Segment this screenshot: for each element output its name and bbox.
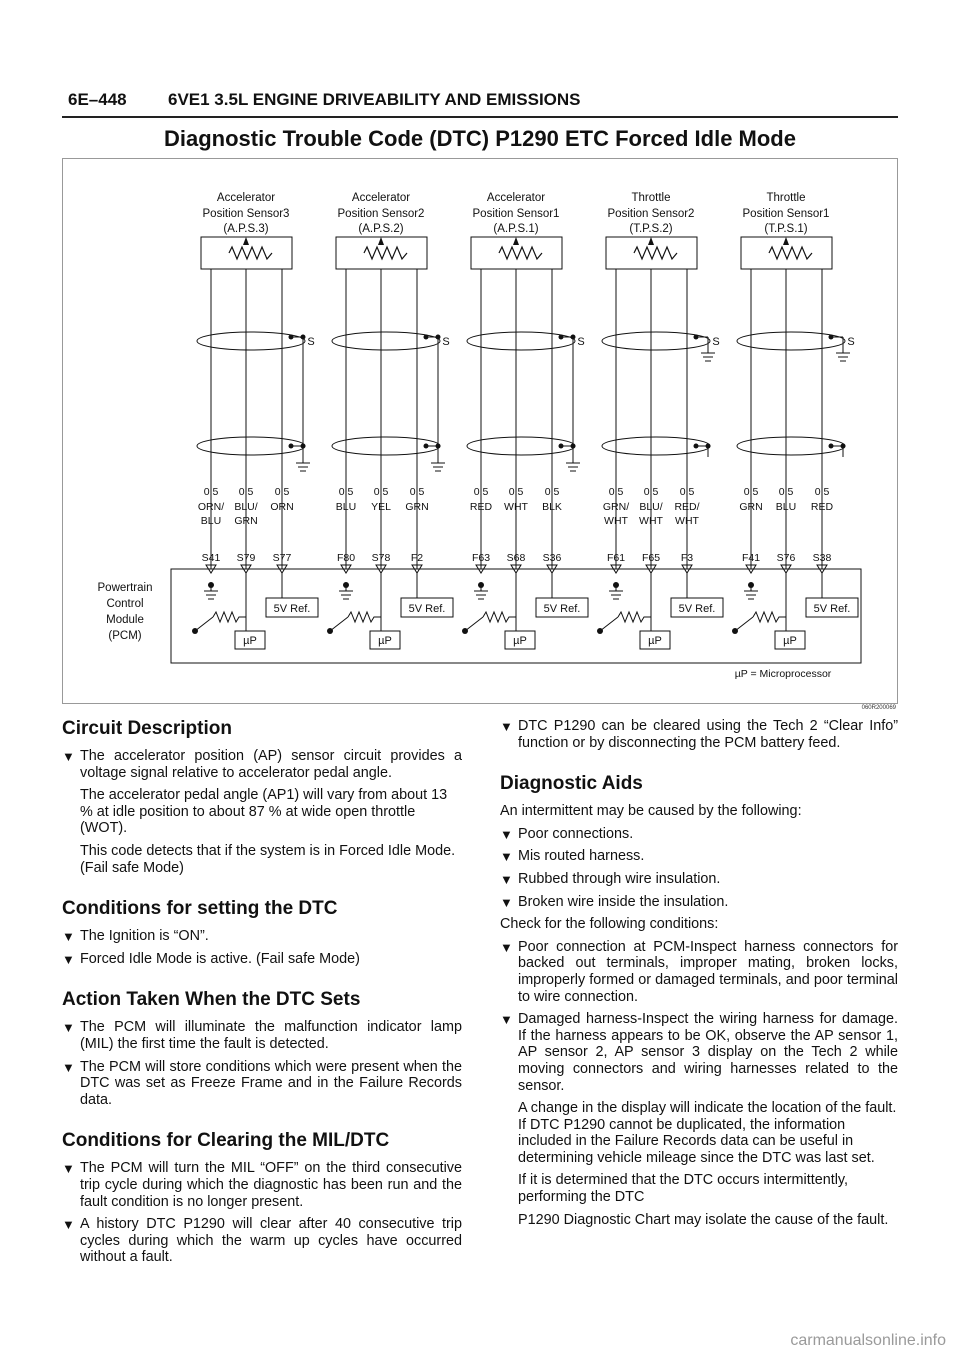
wire-gauge: 0.5: [508, 486, 524, 498]
left-bullet-item: ▼ The accelerator position (AP) sensor circuit provides a voltage signal relative to accelerator pedal angle.: [62, 748, 462, 781]
wire-color: WHT: [504, 501, 528, 513]
left-bullet-item: ▼ A history DTC P1290 will clear after 40 consecutive trip cycles during which the warm up cycles have occurred without a fault.: [62, 1216, 462, 1266]
pcm-label: Control: [106, 598, 144, 610]
pot-wiper-arrow-icon: [513, 237, 519, 245]
wire-color: BLU: [200, 515, 222, 527]
sensor-name: Accelerator: [486, 192, 546, 204]
drain-dot: [424, 444, 429, 449]
ref-5v-label: 5V Ref.: [273, 603, 311, 615]
bullet-marker-icon: ▼: [500, 826, 513, 842]
sensor-name: Position Sensor3: [202, 208, 290, 220]
potentiometer-resistor: [364, 247, 407, 259]
pcm-ground-icon: [744, 585, 758, 599]
wire-color: YEL: [371, 501, 391, 513]
pcm-lead: [465, 617, 483, 631]
right-paragraph: A change in the display will indicate the location of the fault. If DTC P1290 cannot be duplicated, the information included in the Failure Records data can be useful in determining vehicle mileage since the DTC was last set.: [518, 1100, 897, 1166]
drain-dot: [289, 444, 294, 449]
pcm-pin: S77: [272, 552, 292, 564]
watermark: carmanualsonline.info: [790, 1332, 946, 1349]
potentiometer-resistor: [769, 247, 812, 259]
shield-label: S: [577, 336, 585, 348]
bullet-marker-icon: ▼: [62, 1161, 75, 1177]
pcm-pin: S38: [812, 552, 832, 564]
pot-wiper-arrow-icon: [783, 237, 789, 245]
right-bullet-item: ▼ DTC P1290 can be cleared using the Tech 2 “Clear Info” function or by disconnecting the PCM battery feed.: [500, 718, 898, 751]
pcm-pin: F65: [641, 552, 661, 564]
section-title: 6VE1 3.5L ENGINE DRIVEABILITY AND EMISSIONS: [168, 90, 581, 109]
left-paragraph: This code detects that if the system is in Forced Idle Mode. (Fail safe Mode): [80, 842, 456, 876]
pcm-pin: F80: [336, 552, 356, 564]
shield-label: S: [307, 336, 315, 348]
pcm-pin: F2: [410, 552, 424, 564]
ref-5v-label: 5V Ref.: [408, 603, 446, 615]
wiring-diagram-svg: [63, 159, 897, 703]
wire-color: ORN/: [197, 501, 225, 513]
right-text: An intermittent may be caused by the following:: [500, 803, 802, 820]
ground-icon: [836, 347, 850, 361]
wire-gauge: 0.5: [238, 486, 254, 498]
sensor-name: Position Sensor2: [337, 208, 425, 220]
microprocessor-label: µP: [648, 635, 662, 647]
pcm-label: (PCM): [108, 630, 142, 642]
microprocessor-label: µP: [783, 635, 797, 647]
pcm-resistor: [213, 612, 246, 622]
wire-color: RED: [810, 501, 834, 513]
left-bullet-item: ▼ The Ignition is “ON”.: [62, 928, 209, 945]
bullet-marker-icon: ▼: [62, 1020, 75, 1036]
pcm-pin: F61: [606, 552, 626, 564]
right-paragraph: If it is determined that the DTC occurs intermittently, performing the DTC: [518, 1172, 849, 1206]
header-rule: [62, 116, 898, 118]
shield-ellipse-top: [332, 332, 440, 350]
left-bullet-item: ▼ Forced Idle Mode is active. (Fail safe Mode): [62, 950, 360, 967]
wire-color: WHT: [675, 515, 699, 527]
right-heading: Diagnostic Aids: [500, 773, 643, 795]
pcm-pin: F3: [680, 552, 694, 564]
ref-5v-label: 5V Ref.: [678, 603, 716, 615]
drain-dot: [829, 444, 834, 449]
pcm-lead: [600, 617, 618, 631]
ground-icon: [296, 457, 310, 471]
bullet-marker-icon: ▼: [500, 871, 513, 887]
bullet-marker-icon: ▼: [500, 719, 513, 734]
bullet-marker-icon: ▼: [500, 939, 513, 955]
pcm-pin: S78: [371, 552, 391, 564]
shield-label: S: [847, 336, 855, 348]
wire-gauge: 0.5: [409, 486, 425, 498]
pcm-resistor: [753, 612, 786, 622]
left-heading: Circuit Description: [62, 718, 232, 739]
shield-label: S: [712, 336, 720, 348]
right-paragraph: P1290 Diagnostic Chart may isolate the cause of the fault.: [518, 1211, 889, 1228]
sensor-name: Position Sensor1: [742, 208, 830, 220]
figure-id: 060R200069: [861, 705, 896, 711]
wire-color: WHT: [604, 515, 628, 527]
wire-color: BLU/: [234, 501, 258, 513]
drain-dot: [559, 335, 564, 340]
sensor-name: Throttle: [631, 192, 671, 204]
bullet-marker-icon: ▼: [62, 951, 75, 967]
wire-color: BLU: [335, 501, 357, 513]
pcm-ground-icon: [204, 585, 218, 599]
pot-wiper-arrow-icon: [648, 237, 654, 245]
pcm-resistor: [348, 612, 381, 622]
sensor-abbrev: (A.P.S.1): [493, 223, 539, 235]
wire-color: WHT: [639, 515, 663, 527]
right-bullet-item: ▼ Rubbed through wire insulation.: [500, 870, 721, 887]
wire-color: GRN: [739, 501, 763, 513]
left-heading: Conditions for setting the DTC: [62, 898, 338, 920]
bullet-marker-icon: ▼: [500, 849, 513, 865]
sensor-name: Accelerator: [216, 192, 276, 204]
left-bullet-item: ▼ The PCM will turn the MIL “OFF” on the third consecutive trip cycle during which the diagnostic has been run and the fault condition is no longer present.: [62, 1160, 462, 1210]
pcm-lead: [735, 617, 753, 631]
sensor-abbrev: (A.P.S.3): [223, 223, 269, 235]
wire-gauge: 0.5: [743, 486, 759, 498]
sensor-abbrev: (T.P.S.1): [764, 223, 808, 235]
microprocessor-legend: µP = Microprocessor: [734, 668, 832, 680]
left-column: [62, 718, 462, 1272]
pcm-ground-icon: [609, 585, 623, 599]
microprocessor-label: µP: [513, 635, 527, 647]
pot-wiper-arrow-icon: [378, 237, 384, 245]
wire-color: RED: [469, 501, 493, 513]
left-heading: Action Taken When the DTC Sets: [62, 989, 361, 1011]
wire-gauge: 0.5: [473, 486, 489, 498]
wire-color: BLU: [775, 501, 797, 513]
bullet-marker-icon: ▼: [62, 749, 75, 764]
pcm-pin: S36: [542, 552, 562, 564]
drain-dot: [424, 335, 429, 340]
pcm-pin: F63: [471, 552, 491, 564]
wire-gauge: 0.5: [778, 486, 794, 498]
pcm-pin: S76: [776, 552, 796, 564]
drain-dot: [694, 335, 699, 340]
sensor-abbrev: (T.P.S.2): [629, 223, 673, 235]
pcm-ground-icon: [339, 585, 353, 599]
wire-gauge: 0.5: [203, 486, 219, 498]
microprocessor-label: µP: [378, 635, 392, 647]
drain-dot: [559, 444, 564, 449]
wire-color: BLU/: [639, 501, 663, 513]
shield-ellipse-top: [467, 332, 575, 350]
pcm-pin: S68: [506, 552, 526, 564]
shield-ellipse-top: [602, 332, 710, 350]
drain-dot: [289, 335, 294, 340]
shield-ellipse-top: [737, 332, 845, 350]
pcm-resistor: [618, 612, 651, 622]
left-paragraph: The accelerator pedal angle (AP1) will vary from about 13 % at idle position to about 87 % at wide open throttle (WOT).: [80, 787, 448, 837]
shield-ellipse-top: [197, 332, 305, 350]
wire-gauge: 0.5: [608, 486, 624, 498]
sensor-name: Position Sensor1: [472, 208, 560, 220]
page-title: Diagnostic Trouble Code (DTC) P1290 ETC Forced Idle Mode: [164, 126, 796, 151]
wire-color: GRN: [234, 515, 258, 527]
left-heading: Conditions for Clearing the MIL/DTC: [62, 1130, 390, 1152]
page-header: [68, 90, 581, 110]
bullet-marker-icon: ▼: [62, 1059, 75, 1075]
left-bullet-item: ▼ The PCM will illuminate the malfunction indicator lamp (MIL) the first time the fault is detected.: [62, 1019, 462, 1052]
wire-color: BLK: [542, 501, 562, 513]
sensor-abbrev: (A.P.S.2): [358, 223, 404, 235]
wire-gauge: 0.5: [274, 486, 290, 498]
wire-color: GRN: [405, 501, 429, 513]
right-column: [500, 718, 898, 1234]
right-bullet-item: ▼ Damaged harness-Inspect the wiring harness for damage. If the harness appears to be OK, observe the AP sensor 1, AP sensor 2, AP sensor 3 display on the Tech 2 while moving connectors and wiring harnesses related to the sensor.: [500, 1011, 898, 1094]
right-bullet-item: ▼ Mis routed harness.: [500, 848, 645, 865]
pcm-pin: F41: [741, 552, 761, 564]
shield-label: S: [442, 336, 450, 348]
ground-icon: [431, 457, 445, 471]
pcm-pin: S79: [236, 552, 256, 564]
wire-gauge: 0.5: [544, 486, 560, 498]
sensor-name: Position Sensor2: [607, 208, 695, 220]
pcm-lead: [330, 617, 348, 631]
wire-gauge: 0.5: [643, 486, 659, 498]
wire-gauge: 0.5: [814, 486, 830, 498]
wire-gauge: 0.5: [338, 486, 354, 498]
pcm-ground-icon: [474, 585, 488, 599]
right-bullet-item: ▼ Poor connections.: [500, 825, 634, 842]
right-bullet-item: ▼ Poor connection at PCM-Inspect harness connectors for backed out terminals, improper mating, broken locks, improperly formed or damaged terminals, and poor terminal to wire connection.: [500, 938, 898, 1005]
ref-5v-label: 5V Ref.: [813, 603, 851, 615]
drain-dot: [829, 335, 834, 340]
ground-icon: [701, 347, 715, 361]
sensor-name: Throttle: [766, 192, 806, 204]
wire-gauge: 0.5: [679, 486, 695, 498]
right-text: Check for the following conditions:: [500, 916, 719, 933]
potentiometer-resistor: [499, 247, 542, 259]
ground-icon: [566, 457, 580, 471]
bullet-marker-icon: ▼: [62, 1217, 75, 1233]
bullet-marker-icon: ▼: [62, 929, 75, 945]
wiring-diagram: [62, 158, 898, 704]
left-bullet-item: ▼ The PCM will store conditions which were present when the DTC was set as Freeze Frame and in the Failure Records data.: [62, 1058, 462, 1108]
wire-gauge: 0.5: [373, 486, 389, 498]
potentiometer-resistor: [229, 247, 272, 259]
pcm-resistor: [483, 612, 516, 622]
wire-color: RED/: [674, 501, 700, 513]
bullet-marker-icon: ▼: [500, 1012, 513, 1028]
wire-color: GRN/: [602, 501, 630, 513]
sensor-name: Accelerator: [351, 192, 411, 204]
wire-color: ORN: [270, 501, 294, 513]
ref-5v-label: 5V Ref.: [543, 603, 581, 615]
pcm-pin: S41: [201, 552, 221, 564]
bullet-marker-icon: ▼: [500, 894, 513, 910]
right-bullet-item: ▼ Broken wire inside the insulation.: [500, 893, 729, 910]
drain-dot: [694, 444, 699, 449]
potentiometer-resistor: [634, 247, 677, 259]
pcm-label: Module: [106, 614, 144, 626]
page-number: 6E–448: [68, 90, 127, 109]
pcm-label: Powertrain: [97, 582, 153, 594]
microprocessor-label: µP: [243, 635, 257, 647]
pcm-lead: [195, 617, 213, 631]
pot-wiper-arrow-icon: [243, 237, 249, 245]
